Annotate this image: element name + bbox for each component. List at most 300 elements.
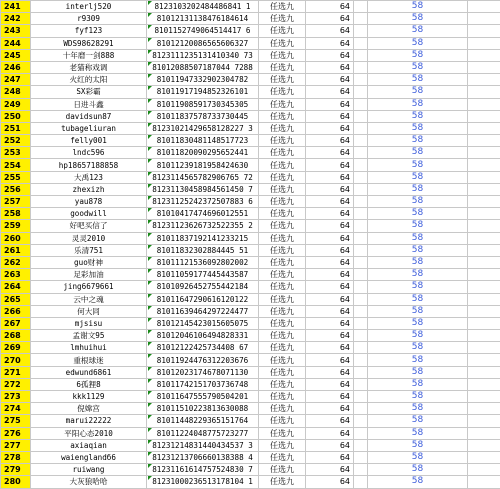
count-cell[interactable]: 64 — [306, 427, 354, 439]
empty-cell[interactable] — [354, 220, 368, 232]
username-cell[interactable]: yau878 — [31, 196, 147, 208]
row-number-cell[interactable]: 268 — [1, 330, 31, 342]
score-cell[interactable]: 58 — [368, 49, 468, 61]
row-number-cell[interactable]: 256 — [1, 183, 31, 195]
empty-cell[interactable] — [468, 232, 500, 244]
row-number-cell[interactable]: 262 — [1, 256, 31, 268]
score-cell[interactable]: 58 — [368, 451, 468, 463]
account-id-cell[interactable] — [147, 159, 259, 171]
row-number-cell[interactable]: 242 — [1, 13, 31, 25]
username-cell[interactable]: lndc596 — [31, 147, 147, 159]
table-row[interactable] — [1, 366, 500, 378]
username-cell[interactable]: 火红的太阳 — [31, 74, 147, 86]
empty-cell[interactable] — [354, 183, 368, 195]
score-cell[interactable]: 58 — [368, 220, 468, 232]
account-id-cell[interactable] — [147, 1, 259, 13]
play-type-cell[interactable]: 任选九 — [259, 171, 306, 183]
empty-cell[interactable] — [354, 13, 368, 25]
count-cell[interactable]: 64 — [306, 342, 354, 354]
play-type-cell[interactable]: 任选九 — [259, 232, 306, 244]
account-id-cell[interactable] — [147, 171, 259, 183]
table-row[interactable] — [1, 476, 500, 488]
play-type-cell[interactable]: 任选九 — [259, 439, 306, 451]
username-cell[interactable]: interlj520 — [31, 1, 147, 13]
row-number-cell[interactable]: 277 — [1, 439, 31, 451]
empty-cell[interactable] — [468, 13, 500, 25]
row-number-cell[interactable]: 257 — [1, 196, 31, 208]
empty-cell[interactable] — [354, 269, 368, 281]
count-cell[interactable]: 64 — [306, 305, 354, 317]
play-type-cell[interactable]: 任选九 — [259, 159, 306, 171]
score-cell[interactable]: 58 — [368, 269, 468, 281]
play-type-cell[interactable]: 任选九 — [259, 98, 306, 110]
empty-cell[interactable] — [354, 439, 368, 451]
play-type-cell[interactable]: 任选九 — [259, 74, 306, 86]
account-id-cell[interactable] — [147, 244, 259, 256]
username-cell[interactable]: hp18657188858 — [31, 159, 147, 171]
empty-cell[interactable] — [468, 98, 500, 110]
account-id-cell[interactable] — [147, 317, 259, 329]
empty-cell[interactable] — [468, 74, 500, 86]
play-type-cell[interactable]: 任选九 — [259, 476, 306, 488]
score-cell[interactable]: 58 — [368, 74, 468, 86]
play-type-cell[interactable]: 任选九 — [259, 305, 306, 317]
play-type-cell[interactable]: 任选九 — [259, 256, 306, 268]
count-cell[interactable]: 64 — [306, 451, 354, 463]
row-number-cell[interactable]: 246 — [1, 61, 31, 73]
row-number-cell[interactable]: 266 — [1, 305, 31, 317]
empty-cell[interactable] — [468, 159, 500, 171]
row-number-cell[interactable]: 255 — [1, 171, 31, 183]
empty-cell[interactable] — [354, 49, 368, 61]
score-cell[interactable]: 58 — [368, 171, 468, 183]
empty-cell[interactable] — [354, 317, 368, 329]
table-row[interactable] — [1, 244, 500, 256]
empty-cell[interactable] — [468, 37, 500, 49]
play-type-cell[interactable]: 任选九 — [259, 25, 306, 37]
table-row[interactable] — [1, 427, 500, 439]
username-cell[interactable]: goodwill — [31, 208, 147, 220]
table-row[interactable] — [1, 1, 500, 13]
empty-cell[interactable] — [468, 171, 500, 183]
table-row[interactable] — [1, 281, 500, 293]
username-cell[interactable]: zhexizh — [31, 183, 147, 195]
play-type-cell[interactable]: 任选九 — [259, 293, 306, 305]
table-row[interactable] — [1, 61, 500, 73]
username-cell[interactable]: jing6679661 — [31, 281, 147, 293]
play-type-cell[interactable]: 任选九 — [259, 366, 306, 378]
score-cell[interactable]: 58 — [368, 37, 468, 49]
account-id-cell[interactable] — [147, 147, 259, 159]
play-type-cell[interactable]: 任选九 — [259, 208, 306, 220]
play-type-cell[interactable]: 任选九 — [259, 147, 306, 159]
count-cell[interactable]: 64 — [306, 281, 354, 293]
username-cell[interactable]: kkk1129 — [31, 391, 147, 403]
table-row[interactable] — [1, 135, 500, 147]
empty-cell[interactable] — [468, 415, 500, 427]
username-cell[interactable]: 重根球迷 — [31, 354, 147, 366]
count-cell[interactable]: 64 — [306, 366, 354, 378]
table-row[interactable] — [1, 415, 500, 427]
empty-cell[interactable] — [354, 293, 368, 305]
count-cell[interactable]: 64 — [306, 171, 354, 183]
count-cell[interactable]: 64 — [306, 232, 354, 244]
username-cell[interactable]: 6孤狸8 — [31, 378, 147, 390]
play-type-cell[interactable]: 任选九 — [259, 464, 306, 476]
username-cell[interactable]: 倪嫦宫 — [31, 403, 147, 415]
username-cell[interactable]: SX彩霸 — [31, 86, 147, 98]
count-cell[interactable]: 64 — [306, 86, 354, 98]
username-cell[interactable]: WDS98628291 — [31, 37, 147, 49]
play-type-cell[interactable]: 任选九 — [259, 451, 306, 463]
play-type-cell[interactable]: 任选九 — [259, 183, 306, 195]
play-type-cell[interactable]: 任选九 — [259, 391, 306, 403]
username-cell[interactable]: guo财神 — [31, 256, 147, 268]
empty-cell[interactable] — [468, 439, 500, 451]
score-cell[interactable]: 58 — [368, 391, 468, 403]
play-type-cell[interactable]: 任选九 — [259, 61, 306, 73]
account-id-cell[interactable] — [147, 13, 259, 25]
score-cell[interactable]: 58 — [368, 147, 468, 159]
username-cell[interactable]: lmhuihui — [31, 342, 147, 354]
play-type-cell[interactable]: 任选九 — [259, 403, 306, 415]
username-cell[interactable]: felly001 — [31, 135, 147, 147]
account-id-cell[interactable] — [147, 439, 259, 451]
table-row[interactable] — [1, 220, 500, 232]
account-id-cell[interactable] — [147, 293, 259, 305]
empty-cell[interactable] — [354, 208, 368, 220]
play-type-cell[interactable]: 任选九 — [259, 330, 306, 342]
table-row[interactable] — [1, 196, 500, 208]
table-row[interactable] — [1, 451, 500, 463]
count-cell[interactable]: 64 — [306, 220, 354, 232]
empty-cell[interactable] — [354, 305, 368, 317]
count-cell[interactable]: 64 — [306, 208, 354, 220]
score-cell[interactable]: 58 — [368, 244, 468, 256]
count-cell[interactable]: 64 — [306, 37, 354, 49]
score-cell[interactable]: 58 — [368, 208, 468, 220]
count-cell[interactable]: 64 — [306, 110, 354, 122]
row-number-cell[interactable]: 276 — [1, 427, 31, 439]
empty-cell[interactable] — [354, 61, 368, 73]
account-id-cell[interactable] — [147, 196, 259, 208]
play-type-cell[interactable]: 任选九 — [259, 354, 306, 366]
empty-cell[interactable] — [354, 147, 368, 159]
account-id-cell[interactable] — [147, 403, 259, 415]
username-cell[interactable]: 云中之魂 — [31, 293, 147, 305]
username-cell[interactable]: 何大同 — [31, 305, 147, 317]
table-row[interactable] — [1, 171, 500, 183]
row-number-cell[interactable]: 243 — [1, 25, 31, 37]
play-type-cell[interactable]: 任选九 — [259, 1, 306, 13]
empty-cell[interactable] — [354, 256, 368, 268]
username-cell[interactable]: r9309 — [31, 13, 147, 25]
empty-cell[interactable] — [468, 183, 500, 195]
row-number-cell[interactable]: 264 — [1, 281, 31, 293]
row-number-cell[interactable]: 271 — [1, 366, 31, 378]
score-cell[interactable]: 58 — [368, 330, 468, 342]
empty-cell[interactable] — [468, 122, 500, 134]
table-row[interactable] — [1, 330, 500, 342]
empty-cell[interactable] — [468, 330, 500, 342]
table-row[interactable] — [1, 293, 500, 305]
score-cell[interactable]: 58 — [368, 415, 468, 427]
empty-cell[interactable] — [354, 354, 368, 366]
empty-cell[interactable] — [468, 244, 500, 256]
empty-cell[interactable] — [468, 196, 500, 208]
empty-cell[interactable] — [354, 232, 368, 244]
table-row[interactable] — [1, 25, 500, 37]
empty-cell[interactable] — [354, 391, 368, 403]
empty-cell[interactable] — [354, 135, 368, 147]
score-cell[interactable]: 58 — [368, 305, 468, 317]
count-cell[interactable]: 64 — [306, 391, 354, 403]
account-id-cell[interactable] — [147, 281, 259, 293]
account-id-cell[interactable] — [147, 208, 259, 220]
username-cell[interactable]: 大禹123 — [31, 171, 147, 183]
score-cell[interactable]: 58 — [368, 122, 468, 134]
score-cell[interactable]: 58 — [368, 86, 468, 98]
username-cell[interactable]: 十年磨一剑888 — [31, 49, 147, 61]
username-cell[interactable]: 孟谢文95 — [31, 330, 147, 342]
score-cell[interactable]: 58 — [368, 61, 468, 73]
username-cell[interactable]: 日进斗鑫 — [31, 98, 147, 110]
count-cell[interactable]: 64 — [306, 464, 354, 476]
table-row[interactable] — [1, 232, 500, 244]
count-cell[interactable]: 64 — [306, 403, 354, 415]
count-cell[interactable]: 64 — [306, 135, 354, 147]
table-row[interactable] — [1, 86, 500, 98]
score-cell[interactable]: 58 — [368, 342, 468, 354]
score-cell[interactable]: 58 — [368, 293, 468, 305]
score-cell[interactable]: 58 — [368, 196, 468, 208]
empty-cell[interactable] — [468, 464, 500, 476]
empty-cell[interactable] — [354, 330, 368, 342]
empty-cell[interactable] — [354, 342, 368, 354]
account-id-cell[interactable] — [147, 232, 259, 244]
score-cell[interactable]: 58 — [368, 1, 468, 13]
count-cell[interactable]: 64 — [306, 159, 354, 171]
row-number-cell[interactable]: 249 — [1, 98, 31, 110]
score-cell[interactable]: 58 — [368, 159, 468, 171]
empty-cell[interactable] — [468, 86, 500, 98]
table-row[interactable] — [1, 305, 500, 317]
row-number-cell[interactable]: 280 — [1, 476, 31, 488]
row-number-cell[interactable]: 260 — [1, 232, 31, 244]
count-cell[interactable]: 64 — [306, 122, 354, 134]
empty-cell[interactable] — [468, 342, 500, 354]
count-cell[interactable]: 64 — [306, 269, 354, 281]
account-id-cell[interactable] — [147, 427, 259, 439]
play-type-cell[interactable]: 任选九 — [259, 13, 306, 25]
score-cell[interactable]: 58 — [368, 256, 468, 268]
empty-cell[interactable] — [468, 305, 500, 317]
row-number-cell[interactable]: 248 — [1, 86, 31, 98]
score-cell[interactable]: 58 — [368, 135, 468, 147]
score-cell[interactable]: 58 — [368, 403, 468, 415]
row-number-cell[interactable]: 279 — [1, 464, 31, 476]
username-cell[interactable]: tubageliuran — [31, 122, 147, 134]
account-id-cell[interactable] — [147, 464, 259, 476]
play-type-cell[interactable]: 任选九 — [259, 86, 306, 98]
score-cell[interactable]: 58 — [368, 13, 468, 25]
row-number-cell[interactable]: 259 — [1, 220, 31, 232]
row-number-cell[interactable]: 265 — [1, 293, 31, 305]
account-id-cell[interactable] — [147, 330, 259, 342]
username-cell[interactable]: 足彩加油 — [31, 269, 147, 281]
count-cell[interactable]: 64 — [306, 330, 354, 342]
table-row[interactable] — [1, 354, 500, 366]
account-id-cell[interactable] — [147, 49, 259, 61]
empty-cell[interactable] — [354, 122, 368, 134]
account-id-cell[interactable] — [147, 183, 259, 195]
row-number-cell[interactable]: 275 — [1, 415, 31, 427]
empty-cell[interactable] — [468, 220, 500, 232]
score-cell[interactable]: 58 — [368, 439, 468, 451]
account-id-cell[interactable] — [147, 110, 259, 122]
table-row[interactable] — [1, 98, 500, 110]
account-id-cell[interactable] — [147, 366, 259, 378]
empty-cell[interactable] — [354, 244, 368, 256]
account-id-cell[interactable] — [147, 135, 259, 147]
row-number-cell[interactable]: 258 — [1, 208, 31, 220]
username-cell[interactable]: mjsisu — [31, 317, 147, 329]
account-id-cell[interactable] — [147, 354, 259, 366]
empty-cell[interactable] — [354, 366, 368, 378]
account-id-cell[interactable] — [147, 391, 259, 403]
account-id-cell[interactable] — [147, 98, 259, 110]
score-cell[interactable]: 58 — [368, 183, 468, 195]
play-type-cell[interactable]: 任选九 — [259, 49, 306, 61]
empty-cell[interactable] — [354, 171, 368, 183]
play-type-cell[interactable]: 任选九 — [259, 110, 306, 122]
play-type-cell[interactable]: 任选九 — [259, 281, 306, 293]
count-cell[interactable]: 64 — [306, 147, 354, 159]
empty-cell[interactable] — [468, 391, 500, 403]
account-id-cell[interactable] — [147, 378, 259, 390]
username-cell[interactable]: fyf123 — [31, 25, 147, 37]
play-type-cell[interactable]: 任选九 — [259, 269, 306, 281]
empty-cell[interactable] — [468, 25, 500, 37]
table-row[interactable] — [1, 49, 500, 61]
account-id-cell[interactable] — [147, 256, 259, 268]
count-cell[interactable]: 64 — [306, 244, 354, 256]
score-cell[interactable]: 58 — [368, 354, 468, 366]
table-row[interactable] — [1, 208, 500, 220]
username-cell[interactable]: 平阳心态2010 — [31, 427, 147, 439]
empty-cell[interactable] — [468, 281, 500, 293]
count-cell[interactable]: 64 — [306, 293, 354, 305]
table-row[interactable] — [1, 464, 500, 476]
row-number-cell[interactable]: 274 — [1, 403, 31, 415]
row-number-cell[interactable]: 267 — [1, 317, 31, 329]
empty-cell[interactable] — [468, 147, 500, 159]
row-number-cell[interactable]: 247 — [1, 74, 31, 86]
empty-cell[interactable] — [468, 61, 500, 73]
account-id-cell[interactable] — [147, 415, 259, 427]
account-id-cell[interactable] — [147, 220, 259, 232]
account-id-cell[interactable] — [147, 74, 259, 86]
empty-cell[interactable] — [354, 427, 368, 439]
account-id-cell[interactable] — [147, 86, 259, 98]
username-cell[interactable]: marui22222 — [31, 415, 147, 427]
table-row[interactable] — [1, 403, 500, 415]
count-cell[interactable]: 64 — [306, 98, 354, 110]
score-cell[interactable]: 58 — [368, 366, 468, 378]
empty-cell[interactable] — [468, 110, 500, 122]
count-cell[interactable]: 64 — [306, 439, 354, 451]
empty-cell[interactable] — [354, 464, 368, 476]
play-type-cell[interactable]: 任选九 — [259, 196, 306, 208]
count-cell[interactable]: 64 — [306, 378, 354, 390]
score-cell[interactable]: 58 — [368, 110, 468, 122]
username-cell[interactable]: 老猫称戏调 — [31, 61, 147, 73]
empty-cell[interactable] — [468, 366, 500, 378]
table-row[interactable] — [1, 378, 500, 390]
row-number-cell[interactable]: 254 — [1, 159, 31, 171]
count-cell[interactable]: 64 — [306, 476, 354, 488]
score-cell[interactable]: 58 — [368, 25, 468, 37]
username-cell[interactable]: 乐清751 — [31, 244, 147, 256]
play-type-cell[interactable]: 任选九 — [259, 244, 306, 256]
table-row[interactable] — [1, 269, 500, 281]
table-row[interactable] — [1, 159, 500, 171]
row-number-cell[interactable]: 251 — [1, 122, 31, 134]
row-number-cell[interactable]: 245 — [1, 49, 31, 61]
empty-cell[interactable] — [468, 256, 500, 268]
empty-cell[interactable] — [468, 354, 500, 366]
empty-cell[interactable] — [468, 403, 500, 415]
table-row[interactable] — [1, 391, 500, 403]
empty-cell[interactable] — [354, 86, 368, 98]
empty-cell[interactable] — [354, 281, 368, 293]
count-cell[interactable]: 64 — [306, 196, 354, 208]
score-cell[interactable]: 58 — [368, 464, 468, 476]
username-cell[interactable]: edwund6861 — [31, 366, 147, 378]
empty-cell[interactable] — [354, 1, 368, 13]
empty-cell[interactable] — [354, 98, 368, 110]
empty-cell[interactable] — [468, 135, 500, 147]
row-number-cell[interactable]: 241 — [1, 1, 31, 13]
username-cell[interactable]: axiaqian — [31, 439, 147, 451]
row-number-cell[interactable]: 278 — [1, 451, 31, 463]
table-row[interactable] — [1, 317, 500, 329]
empty-cell[interactable] — [468, 49, 500, 61]
table-row[interactable] — [1, 122, 500, 134]
table-row[interactable] — [1, 37, 500, 49]
play-type-cell[interactable]: 任选九 — [259, 220, 306, 232]
count-cell[interactable]: 64 — [306, 61, 354, 73]
count-cell[interactable]: 64 — [306, 49, 354, 61]
empty-cell[interactable] — [468, 317, 500, 329]
account-id-cell[interactable] — [147, 451, 259, 463]
row-number-cell[interactable]: 244 — [1, 37, 31, 49]
count-cell[interactable]: 64 — [306, 317, 354, 329]
row-number-cell[interactable]: 261 — [1, 244, 31, 256]
empty-cell[interactable] — [354, 25, 368, 37]
play-type-cell[interactable]: 任选九 — [259, 415, 306, 427]
score-cell[interactable]: 58 — [368, 232, 468, 244]
score-cell[interactable]: 58 — [368, 281, 468, 293]
play-type-cell[interactable]: 任选九 — [259, 317, 306, 329]
empty-cell[interactable] — [354, 110, 368, 122]
row-number-cell[interactable]: 263 — [1, 269, 31, 281]
play-type-cell[interactable]: 任选九 — [259, 135, 306, 147]
score-cell[interactable]: 58 — [368, 476, 468, 488]
username-cell[interactable]: 好吧买信了 — [31, 220, 147, 232]
username-cell[interactable]: davidsun87 — [31, 110, 147, 122]
row-number-cell[interactable]: 252 — [1, 135, 31, 147]
